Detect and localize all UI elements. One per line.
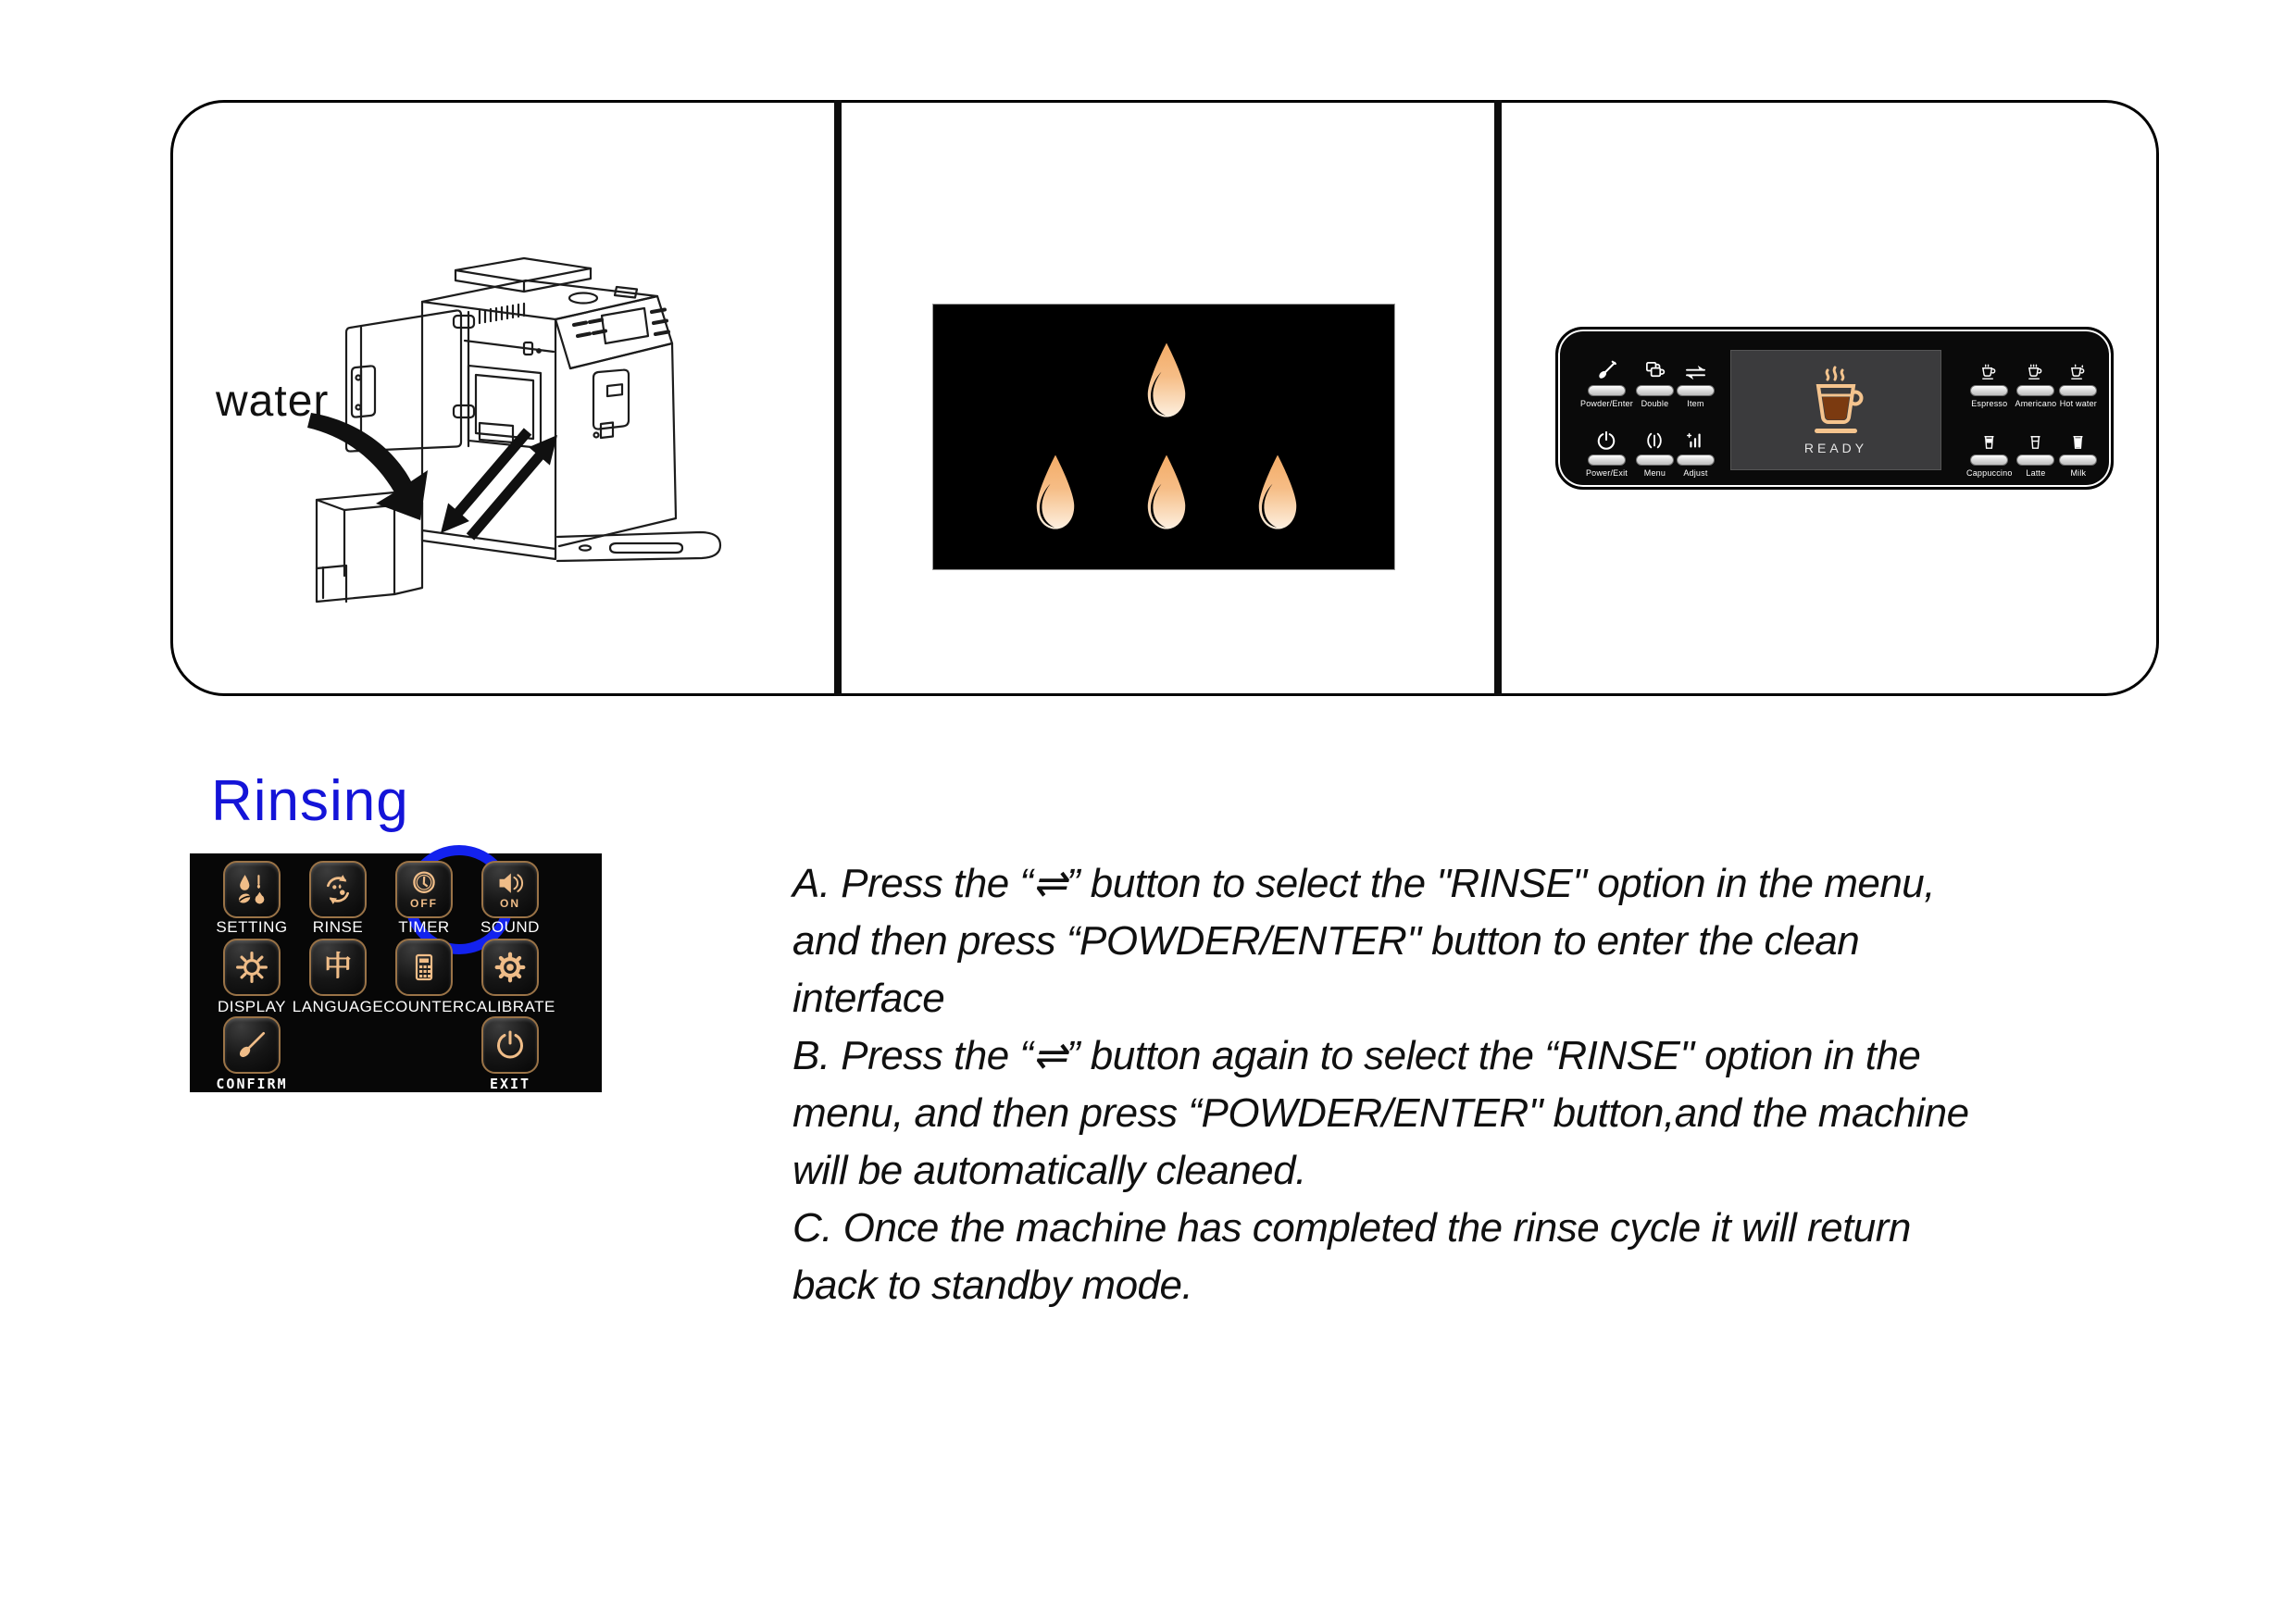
setting-icon (235, 873, 268, 906)
menu-label: DISPLAY (217, 998, 287, 1015)
timer-state-badge: OFF (410, 897, 438, 910)
adjust-button[interactable]: Adjust (1677, 414, 1715, 478)
milk-glass-icon (2069, 427, 2087, 451)
menu-item-counter[interactable] (395, 939, 453, 996)
instruction-line: B. Press the “⇌” button again to select the “RINSE" option in the (792, 1033, 1921, 1078)
menu-item-setting[interactable] (223, 861, 281, 918)
menu-label: TIMER (398, 918, 450, 936)
menu-button[interactable]: Menu (1636, 414, 1674, 478)
panel-divider-2 (1494, 100, 1502, 696)
hot-water-key[interactable] (2059, 385, 2097, 396)
section-title: Rinsing (211, 769, 409, 833)
menu-icon (1644, 427, 1665, 451)
espresso-cup-icon (1980, 357, 1998, 381)
adjust-bars-icon (1685, 427, 1705, 451)
americano-key[interactable] (2016, 385, 2054, 396)
powder-enter-button[interactable]: Powder/Enter (1580, 344, 1633, 408)
espresso-key[interactable] (1970, 385, 2008, 396)
item-button[interactable]: Item (1677, 344, 1715, 408)
adjust-key[interactable] (1677, 454, 1715, 466)
menu-label: SETTING (216, 918, 288, 936)
cappuccino-button[interactable]: Cappuccino (1966, 414, 2013, 478)
menu-item-exit[interactable] (481, 1016, 539, 1074)
item-toggle-icon (1684, 357, 1707, 381)
instruction-line: back to standby mode. (792, 1263, 1193, 1308)
sound-state-badge: ON (500, 897, 520, 910)
powder-enter-icon (1596, 357, 1617, 381)
latte-button[interactable]: Latte (2015, 414, 2057, 478)
menu-item-display[interactable] (223, 939, 281, 996)
milk-button[interactable]: Milk (2059, 414, 2097, 478)
menu-label: LANGUAGE (292, 998, 384, 1015)
menu-label: SOUND (480, 918, 540, 936)
power-icon (1596, 427, 1616, 451)
language-icon: 中 (324, 952, 352, 982)
machine-menu-screen (190, 853, 602, 1092)
menu-label: EXIT (489, 1076, 531, 1092)
menu-item-timer[interactable] (395, 861, 453, 918)
counter-icon (408, 952, 440, 983)
water-drop-icon (1256, 452, 1299, 533)
instruction-line: and then press “POWDER/ENTER" button to enter the clean (792, 918, 1860, 964)
double-button[interactable]: Double (1636, 344, 1674, 408)
menu-item-confirm[interactable] (223, 1016, 281, 1074)
menu-item-rinse[interactable] (309, 861, 367, 918)
menu-key[interactable] (1636, 454, 1674, 466)
americano-cup-icon (2027, 357, 2044, 381)
status-screen (1730, 350, 1941, 470)
calibrate-icon (493, 951, 527, 984)
machine-control-panel (1555, 327, 2114, 490)
rinse-icon (321, 873, 355, 906)
water-label: water (216, 377, 330, 426)
confirm-icon (235, 1028, 268, 1062)
cappuccino-glass-icon (1980, 427, 1998, 451)
milk-key[interactable] (2059, 454, 2097, 466)
latte-key[interactable] (2016, 454, 2054, 466)
water-drop-icon (1145, 452, 1188, 533)
display-icon (235, 951, 268, 984)
instruction-text (792, 855, 2237, 1314)
double-key[interactable] (1636, 385, 1674, 396)
menu-item-sound[interactable] (481, 861, 539, 918)
power-exit-key[interactable] (1588, 454, 1626, 466)
latte-glass-icon (2027, 427, 2044, 451)
panel-divider-1 (834, 100, 842, 696)
menu-item-language[interactable] (309, 939, 367, 996)
instruction-line: C. Once the machine has completed the rinse cycle it will return (792, 1205, 1911, 1251)
powder-enter-key[interactable] (1588, 385, 1626, 396)
power-exit-button[interactable]: Power/Exit (1580, 414, 1633, 478)
control-left-button-group (1580, 344, 1708, 478)
americano-button[interactable]: Americano (2015, 344, 2057, 408)
double-cup-icon (1644, 357, 1666, 381)
exit-power-icon (494, 1029, 526, 1061)
instruction-line: A. Press the “⇌” button to select the "RINSE" option in the menu, (792, 861, 1936, 906)
timer-icon (410, 870, 438, 898)
status-text: READY (1803, 440, 1868, 455)
cappuccino-key[interactable] (1970, 454, 2008, 466)
instruction-line: menu, and then press “POWDER/ENTER" button,and the machine (792, 1090, 1969, 1136)
menu-label: CONFIRM (216, 1076, 288, 1092)
menu-label: RINSE (312, 918, 364, 936)
item-key[interactable] (1677, 385, 1715, 396)
instruction-line: will be automatically cleaned. (792, 1148, 1306, 1193)
control-right-button-group (1966, 344, 2098, 478)
coffee-cup-icon (1807, 366, 1865, 434)
instruction-line: interface (792, 976, 945, 1021)
hot-water-cup-icon (2069, 357, 2087, 381)
espresso-button[interactable]: Espresso (1966, 344, 2013, 408)
menu-item-calibrate[interactable] (481, 939, 539, 996)
water-drop-icon (1145, 340, 1188, 421)
water-drop-icon (1034, 452, 1077, 533)
menu-label: COUNTER (383, 998, 465, 1015)
menu-label: CALIBRATE (465, 998, 555, 1015)
hot-water-button[interactable]: Hot water (2059, 344, 2097, 408)
sound-icon (495, 870, 525, 898)
rinse-drops-panel (932, 304, 1395, 570)
